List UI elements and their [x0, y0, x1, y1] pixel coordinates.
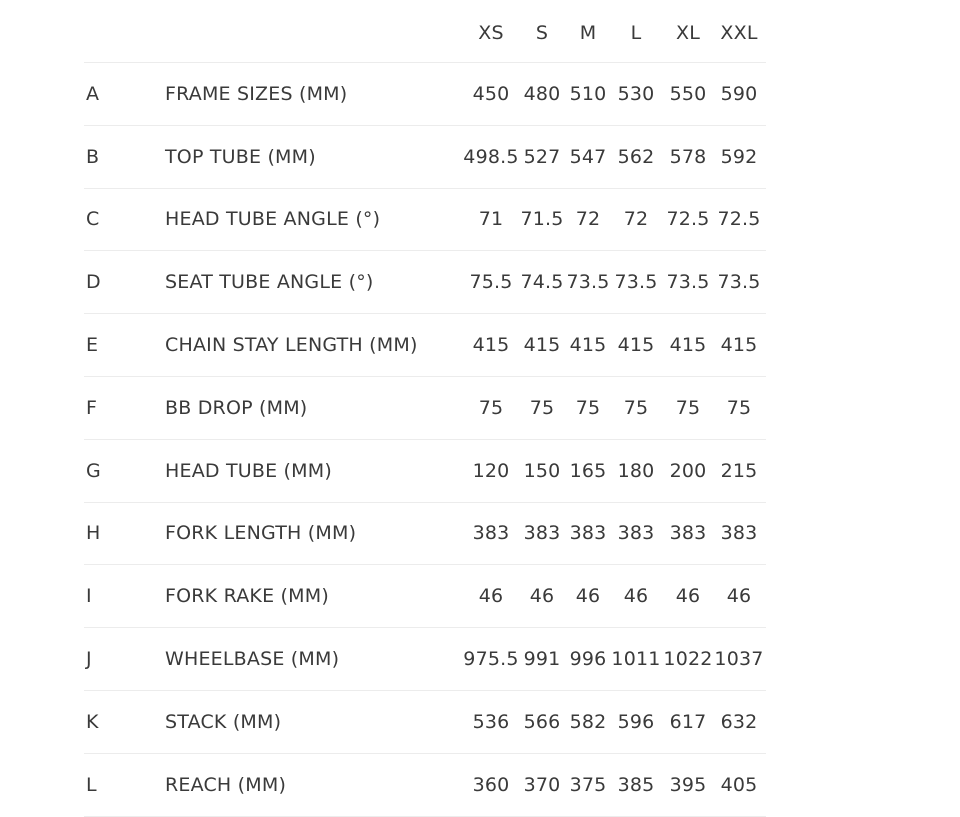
row-label: HEAD TUBE ANGLE (°) [165, 208, 381, 231]
row-value-m: 165 [569, 459, 607, 482]
row-value-xxl: 72.5 [717, 208, 761, 231]
size-header-xxl: XXL [720, 22, 758, 44]
row-value-s: 991 [523, 648, 561, 671]
row-label: WHEELBASE (MM) [165, 648, 340, 671]
row-value-xl: 617 [669, 710, 707, 733]
row-letter: A [86, 82, 100, 105]
row-value-xs: 383 [472, 522, 510, 545]
table-row [84, 314, 766, 377]
row-value-xxl: 632 [720, 710, 758, 733]
row-value-xs: 498.5 [463, 145, 519, 168]
row-label: FRAME SIZES (MM) [165, 82, 348, 105]
row-letter: F [86, 396, 98, 419]
row-value-l: 530 [617, 82, 655, 105]
row-value-xxl: 215 [720, 459, 758, 482]
row-label: HEAD TUBE (MM) [165, 459, 332, 482]
row-value-xs: 360 [472, 773, 510, 796]
row-value-s: 383 [523, 522, 561, 545]
geometry-table [84, 0, 766, 817]
row-value-m: 72 [575, 208, 601, 231]
row-label: REACH (MM) [165, 773, 287, 796]
row-value-xxl: 415 [720, 334, 758, 357]
row-value-xl: 1022 [663, 648, 713, 671]
row-value-xs: 46 [478, 585, 504, 608]
row-value-l: 180 [617, 459, 655, 482]
row-letter: B [86, 145, 100, 168]
row-value-xxl: 73.5 [717, 271, 761, 294]
row-value-l: 415 [617, 334, 655, 357]
row-value-l: 383 [617, 522, 655, 545]
row-value-xs: 75.5 [469, 271, 513, 294]
table-row [84, 565, 766, 628]
row-value-m: 582 [569, 710, 607, 733]
row-value-xl: 578 [669, 145, 707, 168]
table-row [84, 754, 766, 817]
table-row [84, 126, 766, 189]
row-value-xl: 72.5 [666, 208, 710, 231]
row-label: BB DROP (MM) [165, 396, 308, 419]
row-letter: K [86, 710, 99, 733]
row-letter: E [86, 334, 99, 357]
row-value-xl: 415 [669, 334, 707, 357]
row-value-xxl: 592 [720, 145, 758, 168]
size-header-s: S [535, 22, 549, 44]
row-value-s: 566 [523, 710, 561, 733]
row-letter: G [86, 459, 101, 482]
row-value-xs: 120 [472, 459, 510, 482]
row-value-m: 510 [569, 82, 607, 105]
row-value-xl: 46 [675, 585, 701, 608]
row-value-xxl: 75 [726, 396, 752, 419]
table-row [84, 251, 766, 314]
row-value-xs: 975.5 [463, 648, 519, 671]
size-header-m: M [579, 22, 597, 44]
row-value-m: 383 [569, 522, 607, 545]
row-value-l: 73.5 [614, 271, 658, 294]
row-value-s: 46 [529, 585, 555, 608]
table-row [84, 628, 766, 691]
row-value-s: 75 [529, 396, 555, 419]
row-letter: D [86, 271, 101, 294]
row-label: SEAT TUBE ANGLE (°) [165, 271, 374, 294]
row-value-m: 73.5 [566, 271, 610, 294]
row-letter: L [86, 773, 97, 796]
row-value-s: 527 [523, 145, 561, 168]
row-value-xxl: 1037 [714, 648, 764, 671]
row-value-s: 480 [523, 82, 561, 105]
row-value-s: 71.5 [520, 208, 564, 231]
row-label: TOP TUBE (MM) [165, 145, 316, 168]
size-header-row [84, 0, 766, 63]
row-value-xl: 75 [675, 396, 701, 419]
row-letter: I [86, 585, 92, 608]
row-value-m: 75 [575, 396, 601, 419]
row-value-s: 415 [523, 334, 561, 357]
row-value-xs: 536 [472, 710, 510, 733]
table-row [84, 440, 766, 503]
row-value-xl: 73.5 [666, 271, 710, 294]
row-value-m: 547 [569, 145, 607, 168]
row-value-xxl: 383 [720, 522, 758, 545]
row-value-xl: 383 [669, 522, 707, 545]
size-header-xl: XL [675, 22, 701, 44]
row-letter: C [86, 208, 100, 231]
row-value-xs: 75 [478, 396, 504, 419]
row-letter: J [86, 648, 92, 671]
row-value-l: 75 [623, 396, 649, 419]
row-value-l: 596 [617, 710, 655, 733]
row-value-l: 46 [623, 585, 649, 608]
table-row [84, 189, 766, 252]
row-value-m: 996 [569, 648, 607, 671]
row-value-s: 150 [523, 459, 561, 482]
row-value-m: 375 [569, 773, 607, 796]
row-value-l: 1011 [611, 648, 661, 671]
row-value-l: 72 [623, 208, 649, 231]
row-value-xs: 450 [472, 82, 510, 105]
size-header-xs: XS [478, 22, 504, 44]
row-label: FORK RAKE (MM) [165, 585, 329, 608]
row-value-xxl: 590 [720, 82, 758, 105]
row-value-xxl: 46 [726, 585, 752, 608]
row-value-xs: 415 [472, 334, 510, 357]
row-value-s: 370 [523, 773, 561, 796]
size-header-l: L [630, 22, 642, 44]
row-value-l: 562 [617, 145, 655, 168]
row-value-xxl: 405 [720, 773, 758, 796]
row-value-xs: 71 [478, 208, 504, 231]
row-label: STACK (MM) [165, 710, 282, 733]
table-row [84, 63, 766, 126]
row-value-m: 46 [575, 585, 601, 608]
row-value-s: 74.5 [520, 271, 564, 294]
row-value-xl: 550 [669, 82, 707, 105]
table-row [84, 503, 766, 566]
row-value-xl: 200 [669, 459, 707, 482]
row-value-m: 415 [569, 334, 607, 357]
table-row [84, 691, 766, 754]
row-label: FORK LENGTH (MM) [165, 522, 357, 545]
row-label: CHAIN STAY LENGTH (MM) [165, 334, 418, 357]
row-value-l: 385 [617, 773, 655, 796]
row-letter: H [86, 522, 101, 545]
table-row [84, 377, 766, 440]
row-value-xl: 395 [669, 773, 707, 796]
geometry-rows [84, 63, 766, 817]
